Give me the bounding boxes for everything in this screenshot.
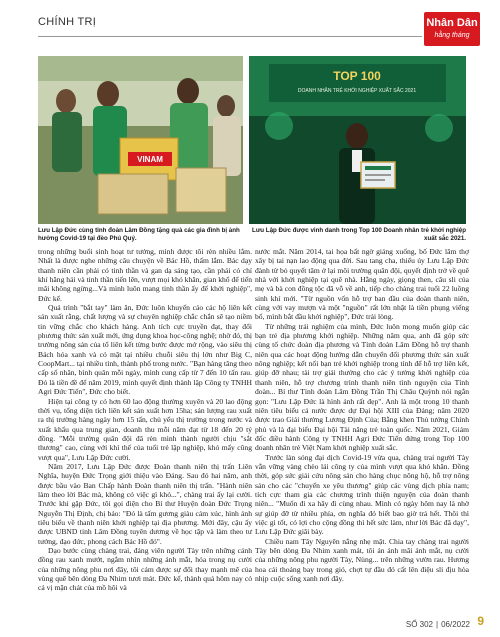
footer-separator: | [436, 620, 439, 629]
newspaper-logo [424, 12, 480, 46]
paragraph: Trước làn sóng đại dịch Covid-19 vừa qua, chàng trai người Tày vẫn vững vàng chèo lái công ty của mình vượt qua khó khăn. Đồng thời, góp sức giải cứu nông sản cho hàng chục nông hộ, hỗ trợ nông sản cho các "chuyến xe yêu thương" giúp các vùng dịch phía nam; tích cực tham gia các chương trình thiện nguyện của đoàn thanh niên... "Muốn đi xa hãy đi cùng nhau. Mình có ngày hôm nay là nhờ sự giúp đỡ từ nhiều phía, ơn nghĩa đó biết bao giờ trả hết. Thôi thì việc gì tốt, có lợi cho cộng đồng thì hết sức làm, như lời Bác đã dạy", Lưu Lập Đức giãi bày. [255, 452, 469, 537]
logo-sub-text: hằng tháng [434, 32, 470, 39]
photo-caption-left: Lưu Lập Đức cùng tỉnh đoàn Lâm Đồng tặng quà các gia đình bị ảnh hưởng Covid-19 tại đèo Phú Quý. [38, 227, 240, 242]
paragraph: Từ những trải nghiệm của mình, Đức luôn mong muốn giúp các bạn trẻ địa phương khởi nghiệp. Những năm qua, anh đã góp sức cùng tổ chức đoàn địa phương và Tỉnh đoàn Lâm Đồng hỗ trợ thanh niên qua các hoạt động hướng dẫn chuyển đổi phương thức sản xuất nông nghiệp; kết nối bạn trẻ khởi nghiệp trong tỉnh để hỗ trợ liên kết, giúp đỡ nhau; tài trợ giải thưởng cho các ý tưởng khởi nghiệp của thanh niên, hỗ trợ chương trình thanh niên tình nguyện của Tỉnh đoàn... Bí thư Tỉnh đoàn Lâm Đồng Trần Thị Châu Quỳnh nói ngắn gọn: "Lưu Lập Đức là hình ảnh rất đẹp". Anh là một trong 10 thanh niên tiêu biểu cả nước được dự Đại hội XIII của Đảng; năm 2020 được trao Giải thưởng Lương Định Của; Bằng khen Thủ tướng Chính phủ và là đại biểu Đại hội Tài năng trẻ toàn quốc. Năm 2021, Giám đốc điều hành Công ty TNHH Agri Đức Tiến đứng trong Top 100 doanh nhân trẻ Việt Nam khởi nghiệp xuất sắc. [255, 321, 469, 453]
paragraph: Hiện tại công ty có hơn 60 lao động thường xuyên và 20 lao động thời vụ, tổng diện tích liên kết sản xuất hơn 15ha; sản lượng rau xuất ra thị trường hàng ngày hơn 15 tấn, chủ yếu thị trường trong nước và xuất khẩu qua trung gian, doanh thu mỗi năm đạt từ 18 đến 20 tỷ đồng. "Mỗi trường quân đội đã rèn mình thành người chịu "sắt thương" cao, cùng với khí thế của tuổi trẻ lập nghiệp, khó mấy cũng vượt qua", Lưu Lập Đức cười. [38, 396, 252, 462]
photo-gift-giving [38, 56, 243, 224]
page-footer [406, 620, 470, 629]
article-column-right [255, 247, 469, 583]
paragraph: Chiều nam Tây Nguyên nắng nhẹ mặt. Chia tay chàng trai người Tày bên dòng Đa Nhim xanh mát, tôi ản ảnh mãi ánh mắt, nụ cười của những nông phu người Tày, Nùng... trên những vườn rau. Hương hoa cải thoảng bay trong gió, chợt tự đầu đó cất lên điệu sli địu hòa nhịp cuộc sống xanh nơi đây. [255, 536, 469, 584]
paragraph: Dạo bước cùng chàng trai, đáng viên người Tày trên những cánh đồng rau xanh mướt, ngắm nhìn những ánh mắt, hóa trong nụ cười của những nông phu nơi đây, tôi cảm được sự đổi thay mạnh mẽ của vùng quê bên dòng Đa Nhim tươi mát. Đức kể, thành quả hôm nay có cả vị mặn chát của mồ hôi và [38, 546, 252, 593]
issue-number: SỐ 302 [405, 620, 433, 629]
photo-award-illustration [249, 56, 466, 224]
gift-banner-text: VINAM [137, 155, 163, 164]
paragraph: Năm 2017, Lưu Lập Đức được Đoàn thanh niên thị trấn Liên Nghĩa, huyện Đức Trọng giới thiệu vào Đảng. Sau đó hai năm, anh được bầu vào Ban Chấp hành Đoàn thanh niên thị trấn. "Hành niên làm theo lời Bác mà, không có việc gì khó...", chàng trai ấy lại cười. Trước khi gặp Đức, tôi gọi điện cho Bí thư Huyện đoàn Đức Trọng Nguyễn Thị Định, chị bảo: "Đó là tấm gương giàu cảm xúc, hình ảnh tiêu biểu về thanh niên khởi nghiệp tại địa phương. Mới đây, cậu ấy được UBND tỉnh Lâm Đồng tuyên dương về học tập và làm theo tư tưởng, đạo đức, phong cách Bác Hồ đó". [38, 461, 252, 546]
award-banner-title: TOP 100 [333, 69, 381, 83]
article-column-left [38, 247, 252, 593]
award-banner-subtitle: DOANH NHÂN TRẺ KHỞI NGHIỆP XUẤT SẮC 2021 [297, 88, 417, 94]
paragraph: trong những buổi sinh hoạt tư tưởng, mình được tôi rèn nhiều lắm. Nhất là được nghe những câu chuyện về Bác Hồ, thấm lắm. Bác dạy thanh niên cần phải có tinh thần và gan dạ sáng tạo, cần phải có chí khí hăng hái và tinh thần tiến lên, vượt mọi khó khăn, gian khổ để tiến mãi không ngừng...Và mình luôn mang tinh thần ấy để khởi nghiệp", Đức kể. [38, 247, 252, 303]
photo-gift-giving-illustration [38, 56, 243, 224]
page-number: 9 [477, 614, 484, 628]
photo-award-ceremony [249, 56, 466, 224]
header-rule [38, 36, 422, 37]
paragraph: Quả trình "bắt tay" làm ăn, Đức luôn khuyến cáo các hộ liên kết sản xuất rằng, chất lượng và sự chuyên nghiệp chắc chắn sẽ tạo niềm tin vững chắc cho khách hàng. Anh tích cực truyền đạt, thay đổi phương thức sản xuất mới, ứng dụng khoa học-công nghệ; nhờ đó, thị trường nông sản của tổ liên kết từng bước được mở rộng, vào siêu thị Bách hóa xanh và có mặt tại nhiều chuỗi siêu thị lớn như Big C, CoopMart... tại nhiều tỉnh, thành phố trong nước. "Bạn hàng tăng theo cấp số nhân, bình quân mỗi ngày, mình cung cấp từ 7 đến 10 tấn rau. Đó là tiền đề để năm 2019, mình quyết định thành lập Công ty TNHH Agri Đức Tiến", Đức cho biết. [38, 303, 252, 397]
page-header [38, 12, 480, 50]
section-label: CHÍNH TRỊ [38, 16, 97, 28]
logo-main-text: Nhân Dân [426, 17, 478, 29]
photo-caption-right: Lưu Lập Đức được vinh danh trong Top 100 Doanh nhân trẻ khởi nghiệp xuất sắc 2021. [252, 227, 466, 242]
issue-date: 06/2022 [441, 620, 470, 629]
paragraph: nước mắt. Năm 2014, tai họa bất ngờ giáng xuống, bố Đức lâm thợ xây bị tai nạn lao động qua đời. Sau tang cha, thiếu úy Lưu Lập Đức đành từ bỏ quyết tâm ở lại môi trường quân đội, quyết định trở về quê nhà với khởi nghiệp tại quê nhà. Hằng ngày, giọng then, câu sli của mẹ và bà con đồng tộc đã vỗ về anh, tiếp cho chàng trai tuổi 22 luồng sinh khí mới. "Từ nguồn vốn hỗ trợ ban đầu của đoàn thanh niên, cùng với vay mượn và một "nguồn" rất lớn nhặt là tiền phụng viếng bố, mình bắt đầu khởi nghiệp", Đức trải lòng. [255, 247, 469, 322]
